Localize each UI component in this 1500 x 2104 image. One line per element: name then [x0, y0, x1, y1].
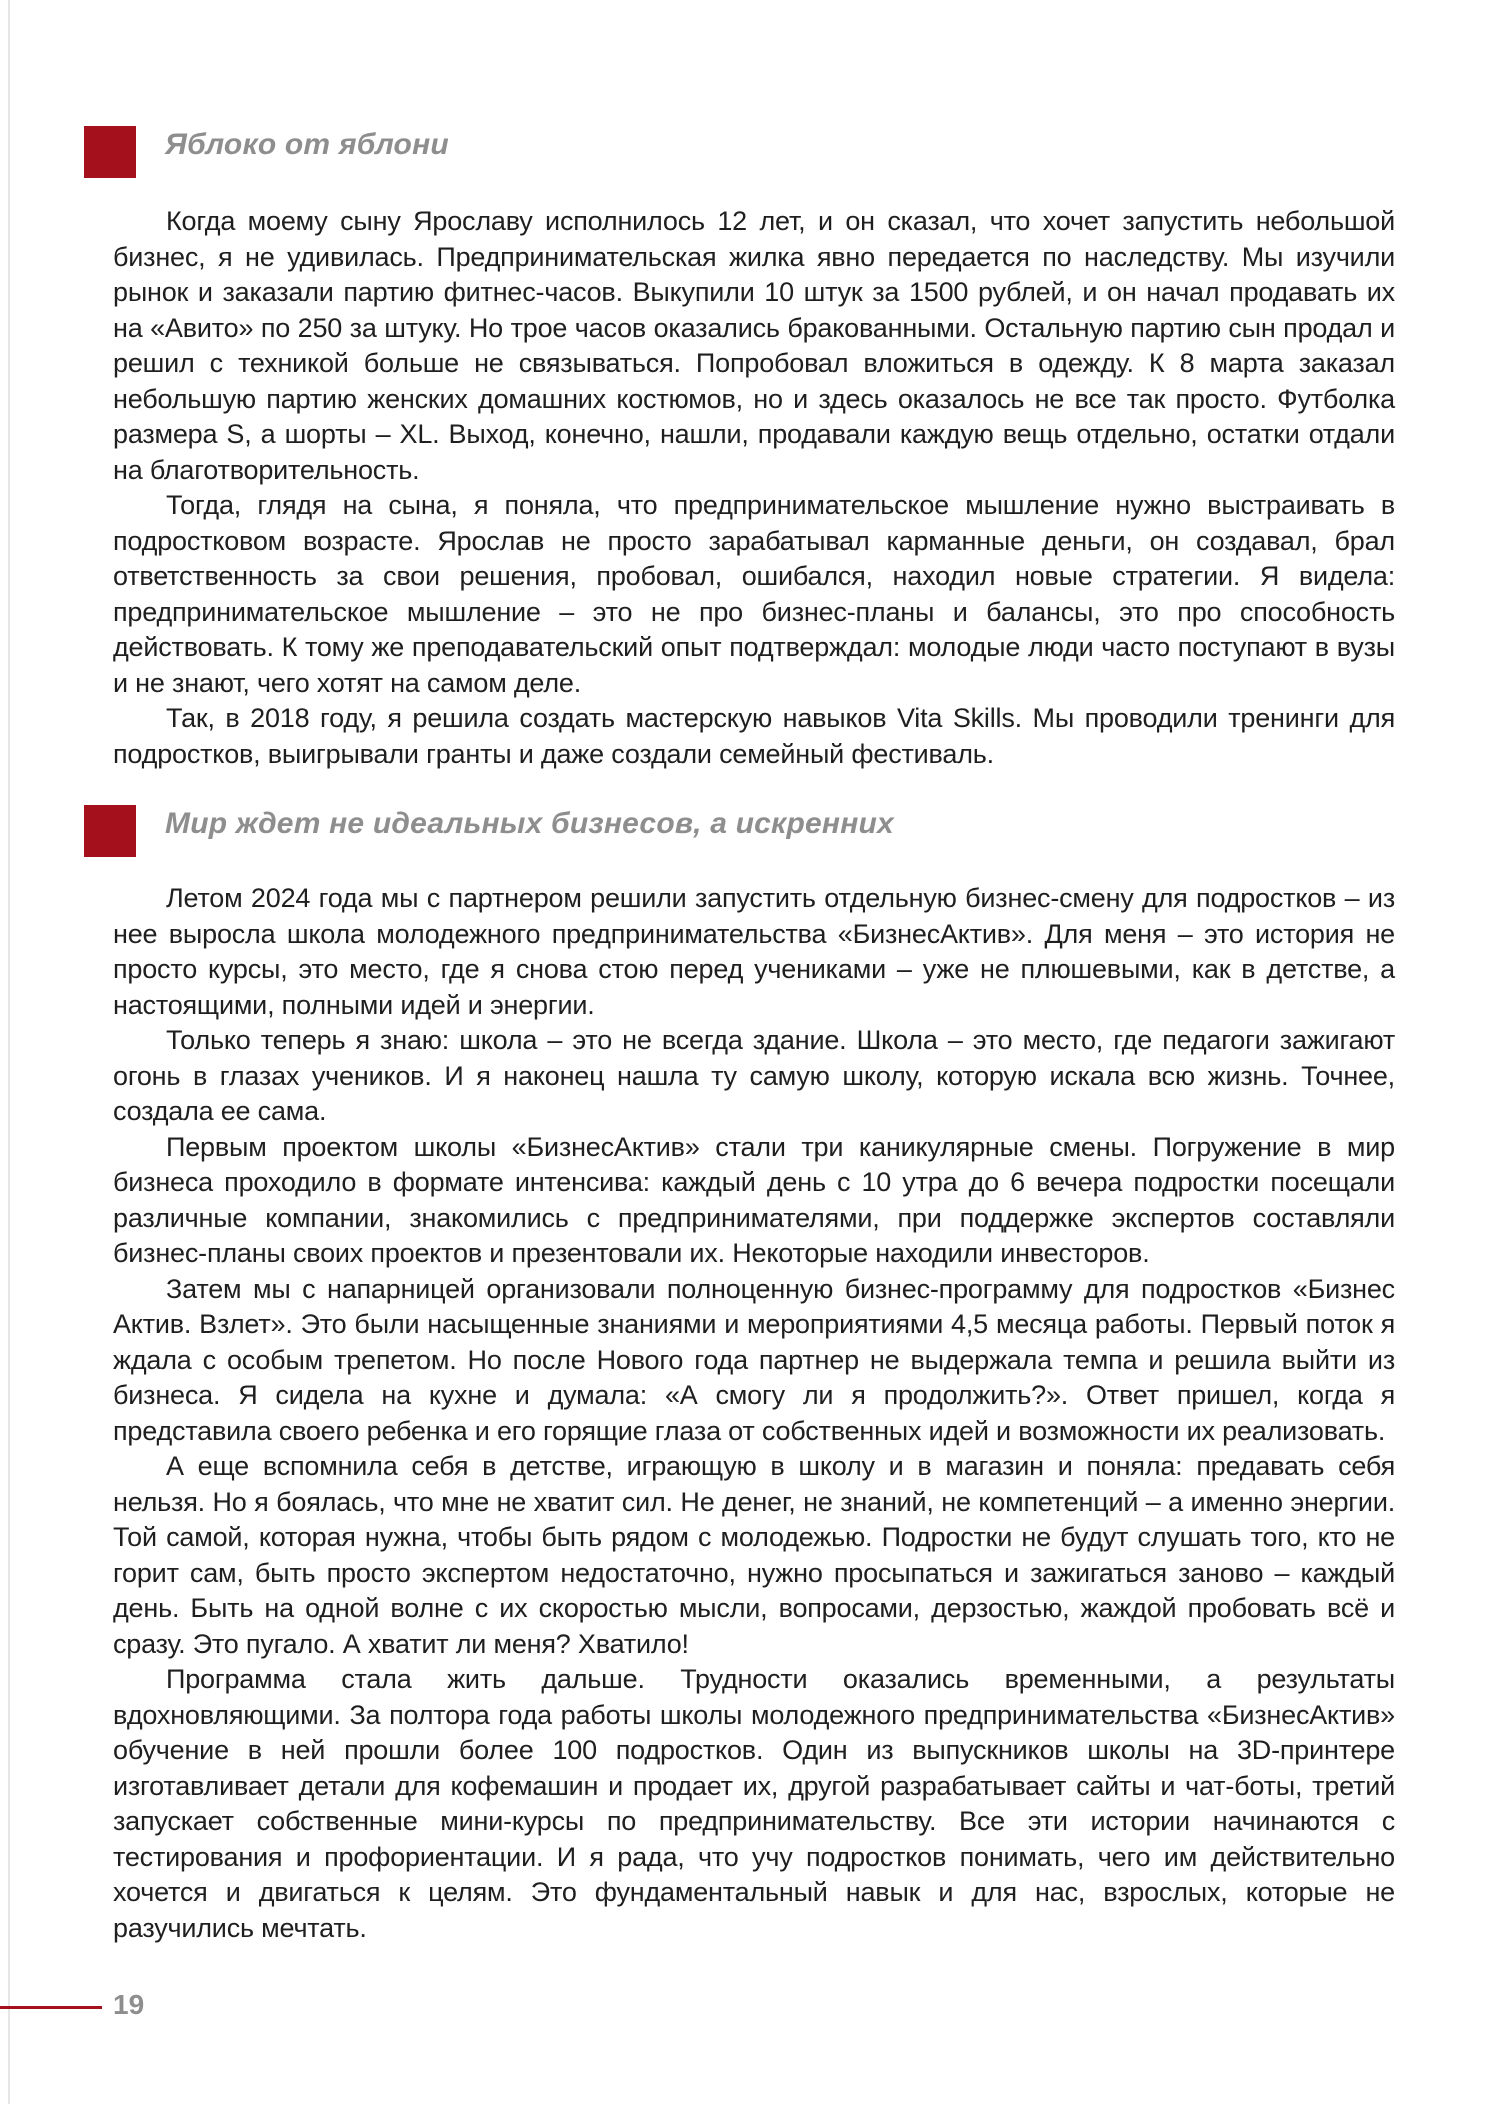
footer-accent-line	[0, 2006, 102, 2009]
paragraph: А еще вспомнила себя в детстве, играющую в школу и в магазин и поняла: предавать себя нельзя. Но я боялась, что мне не хватит сил. Не денег, не знаний, не компетенций – а именно энергии. Той самой, которая нужна, чтобы быть рядом с молодежью. Подростки не будут слушать того, кто не горит сам, быть просто экспертом недостаточно, нужно просыпаться и зажигаться заново – каждый день. Быть на одной волне с их скоростью мысли, вопросами, дерзостью, жаждой пробовать всё и сразу. Это пугало. А хватит ли меня? Хватило!	[113, 1451, 1395, 1659]
paragraph: Летом 2024 года мы с партнером решили запустить отдельную бизнес-смену для подростков – из нее выросла школа молодежного предпринимательства «БизнесАктив». Для меня – это история не просто курсы, это место, где я снова стою перед учениками – уже не плюшевыми, как в детстве, а настоящими, полными идей и энергии.	[113, 883, 1395, 1020]
paragraph: Когда моему сыну Ярославу исполнилось 12 лет, и он сказал, что хочет запустить небольшой бизнес, я не удивилась. Предпринимательская жилка явно передается по наследству. Мы изучили рынок и заказали партию фитнес-часов. Выкупили 10 штук за 1500 рублей, и он начал продавать их на «Авито» по 250 за штуку. Но трое часов оказались бракованными. Остальную партию сын продал и решил с техникой больше не связываться. Попробовал вложиться в одежду. К 8 марта заказал небольшую партию женских домашних костюмов, но и здесь оказалось не все так просто. Футболка размера S, а шорты – XL. Выход, конечно, нашли, продавали каждую вещь отдельно, остатки отдали на благотворительность.	[113, 206, 1395, 485]
section-title: Мир ждет не идеальных бизнесов, а искренних	[165, 807, 894, 840]
section-body-2	[113, 881, 1395, 1946]
paragraph: Затем мы с напарницей организовали полноценную бизнес-программу для подростков «Бизнес Актив. Взлет». Это были насыщенные знаниями и мероприятиями 4,5 месяца работы. Первый поток я ждала с особым трепетом. Но после Нового года партнер не выдержала темпа и решила выйти из бизнеса. Я сидела на кухне и думала: «А смогу ли я продолжить?». Ответ пришел, когда я представила своего ребенка и его горящие глаза от собственных идей и возможности их реализовать.	[113, 1273, 1395, 1446]
paragraph: Первым проектом школы «БизнесАктив» стали три каникулярные смены. Погружение в мир бизнеса проходило в формате интенсива: каждый день с 10 утра до 6 вечера подростки посещали различные компании, знакомились с предпринимателями, при поддержке экспертов составляли бизнес-планы своих проектов и презентовали их. Некоторые находили инвесторов.	[113, 1131, 1395, 1268]
heading-marker-square	[84, 805, 136, 857]
section-heading-2	[113, 805, 1395, 857]
paragraph: Только теперь я знаю: школа – это не всегда здание. Школа – это место, где педагоги зажигают огонь в глазах учеников. И я наконец нашла ту самую школу, которую искала всю жизнь. Точнее, создала ее сама.	[113, 1025, 1395, 1126]
page-edge-rule	[8, 0, 10, 2104]
section-title: Яблоко от яблони	[165, 128, 449, 161]
section-body-1	[113, 204, 1395, 772]
paragraph: Так, в 2018 году, я решила создать мастерскую навыков Vita Skills. Мы проводили тренинги для подростков, выигрывали гранты и даже создали семейный фестиваль.	[113, 703, 1395, 769]
heading-marker-square	[84, 126, 136, 178]
section-heading-1	[113, 126, 1395, 178]
paragraph: Программа стала жить дальше. Трудности оказались временными, а результаты вдохновляющими. За полтора года работы школы молодежного предпринимательства «БизнесАктив» обучение в ней прошли более 100 подростков. Один из выпускников школы на 3D-принтере изготавливает детали для кофемашин и продает их, другой разрабатывает сайты и чат-боты, третий запускает собственные мини-курсы по предпринимательству. Все эти истории начинаются с тестирования и профориентации. И я рада, что учу подростков понимать, чего им действительно хочется и двигаться к целям. Это фундаментальный навык и для нас, взрослых, которые не разучились мечтать.	[113, 1664, 1395, 1943]
paragraph: Тогда, глядя на сына, я поняла, что предпринимательское мышление нужно выстраивать в подростковом возрасте. Ярослав не просто зарабатывал карманные деньги, он создавал, брал ответственность за свои решения, пробовал, ошибался, находил новые стратегии. Я видела: предпринимательское мышление – это не про бизнес-планы и балансы, это про способность действовать. К тому же преподавательский опыт подтверждал: молодые люди часто поступают в вузы и не знают, чего хотят на самом деле.	[113, 490, 1395, 698]
page-number: 19	[113, 1989, 145, 2020]
